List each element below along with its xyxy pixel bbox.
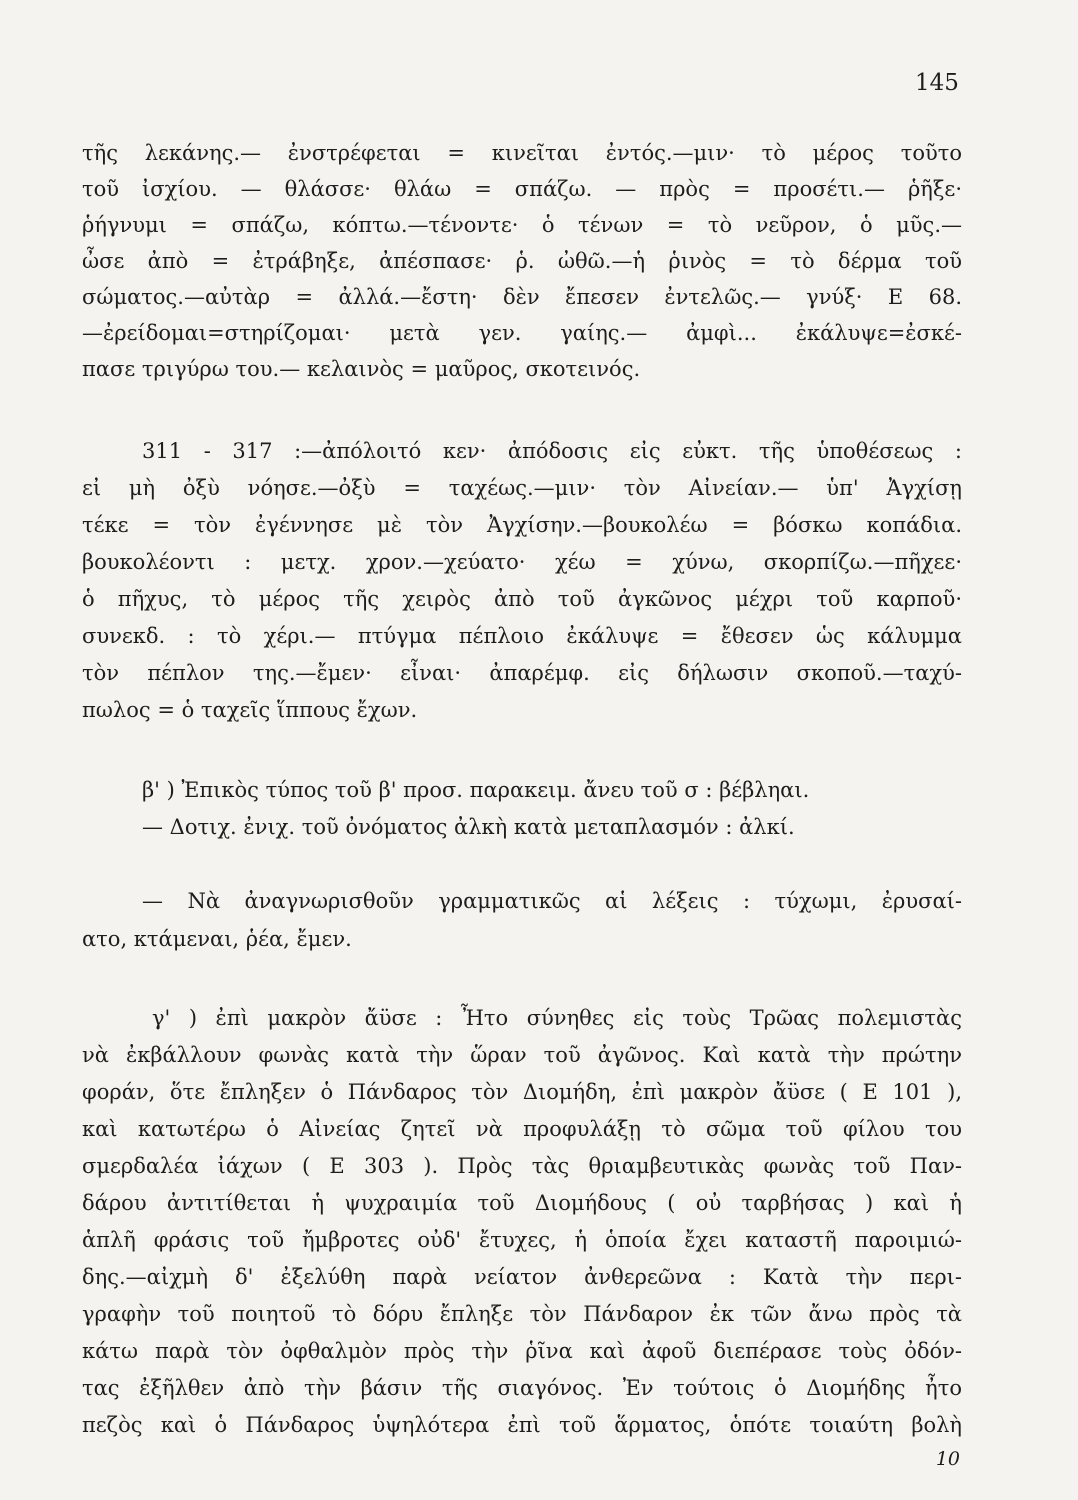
text-line: φοράν, ὅτε ἔπληξεν ὁ Πάνδαρος τὸν Διομήδη, ἐπὶ μακρὸν ἄϋσε ( Ε 101 ), — [82, 1080, 962, 1104]
text-line: πεζὸς καὶ ὁ Πάνδαρος ὑψηλότερα ἐπὶ τοῦ ἅρματος, ὁπότε τοιαύτη βολὴ — [82, 1413, 962, 1437]
text-line: — Δοτιχ. ἐνιχ. τοῦ ὀνόματος ἀλκὴ κατὰ μεταπλασμόν : ἀλκί. — [142, 815, 795, 839]
text-line: ῥήγνυμι = σπάζω, κόπτω.—τένοντε· ὁ τένων = τὸ νεῦρον, ὁ μῦς.— — [82, 213, 962, 237]
text-line: ὦσε ἀπὸ = ἐτράβηξε, ἀπέσπασε· ῥ. ὠθῶ.—ἡ ῥινὸς = τὸ δέρμα τοῦ — [82, 249, 962, 273]
text-line: εἰ μὴ ὀξὺ νόησε.—ὀξὺ = ταχέως.—μιν· τὸν Αἰνείαν.— ὑπ' Ἀγχίσῃ — [82, 476, 962, 500]
text-line: γ' ) ἐπὶ μακρὸν ἄϋσε : Ἦτο σύνηθες εἰς τοὺς Τρῶας πολεμιστὰς — [152, 1006, 962, 1030]
text-line: ατο, κτάμεναι, ῥέα, ἔμεν. — [82, 927, 352, 951]
text-line: β' ) Ἐπικὸς τύπος τοῦ β' προσ. παρακειμ. ἄνευ τοῦ σ : βέβληαι. — [142, 778, 810, 802]
text-line: βουκολέοντι : μετχ. χρον.—χεύατο· χέω = χύνω, σκορπίζω.—πῆχεε· — [82, 550, 962, 574]
text-line: 311 - 317 :—ἀπόλοιτό κεν· ἀπόδοσις εἰς εὐκτ. τῆς ὑποθέσεως : — [142, 439, 962, 463]
text-line: σώματος.—αὐτὰρ = ἀλλά.—ἔστη· δὲν ἔπεσεν ἐντελῶς.— γνύξ· Ε 68. — [82, 285, 962, 309]
text-line: τοῦ ἰσχίου. — θλάσσε· θλάω = σπάζω. — πρὸς = προσέτι.— ῥῆξε· — [82, 177, 962, 201]
text-line: δης.—αἰχμὴ δ' ἐξελύθη παρὰ νείατον ἀνθερεῶνα : Κατὰ τὴν περι- — [82, 1265, 962, 1289]
text-line: σμερδαλέα ἰάχων ( Ε 303 ). Πρὸς τὰς θριαμβευτικὰς φωνὰς τοῦ Παν- — [82, 1154, 962, 1178]
text-line: —ἐρείδομαι=στηρίζομαι· μετὰ γεν. γαίης.— ἀμφὶ... ἐκάλυψε=ἐσκέ- — [82, 321, 962, 345]
text-line: ἁπλῆ φράσις τοῦ ἤμβροτες οὐδ' ἔτυχες, ἡ ὁποία ἔχει καταστῆ παροιμιώ- — [82, 1228, 962, 1252]
text-line: καὶ κατωτέρω ὁ Αἰνείας ζητεῖ νὰ προφυλάξῃ τὸ σῶμα τοῦ φίλου του — [82, 1117, 962, 1141]
text-line: συνεκδ. : τὸ χέρι.— πτύγμα πέπλοιο ἐκάλυψε = ἔθεσεν ὡς κάλυμμα — [82, 624, 962, 648]
text-line: ὁ πῆχυς, τὸ μέρος τῆς χειρὸς ἀπὸ τοῦ ἀγκῶνος μέχρι τοῦ καρποῦ· — [82, 587, 962, 611]
text-line: γραφὴν τοῦ ποιητοῦ τὸ δόρυ ἔπληξε τὸν Πάνδαρον ἐκ τῶν ἄνω πρὸς τὰ — [82, 1302, 962, 1326]
text-line: τὸν πέπλον της.—ἔμεν· εἶναι· ἀπαρέμφ. εἰς δήλωσιν σκοποῦ.—ταχύ- — [82, 661, 962, 685]
text-line: νὰ ἐκβάλλουν φωνὰς κατὰ τὴν ὥραν τοῦ ἀγῶνος. Καὶ κατὰ τὴν πρώτην — [82, 1043, 962, 1067]
text-line: τας ἐξῆλθεν ἀπὸ τὴν βάσιν τῆς σιαγόνος. Ἐν τούτοις ὁ Διομήδης ἦτο — [82, 1376, 962, 1400]
text-line: πωλος = ὁ ταχεῖς ἵππους ἔχων. — [82, 698, 418, 722]
text-line: τέκε = τὸν ἐγέννησε μὲ τὸν Ἀγχίσην.—βουκολέω = βόσκω κοπάδια. — [82, 513, 962, 537]
page-number: 145 — [915, 70, 959, 96]
text-line: δάρου ἀντιτίθεται ἡ ψυχραιμία τοῦ Διομήδους ( οὐ ταρβήσας ) καὶ ἡ — [82, 1191, 962, 1215]
text-line: πασε τριγύρω του.— κελαινὸς = μαῦρος, σκοτεινός. — [82, 357, 641, 381]
text-line: κάτω παρὰ τὸν ὀφθαλμὸν πρὸς τὴν ῥῖνα καὶ ἀφοῦ διεπέρασε τοὺς ὀδόν- — [82, 1339, 962, 1363]
text-line: τῆς λεκάνης.— ἐνστρέφεται = κινεῖται ἐντός.—μιν· τὸ μέρος τοῦτο — [82, 141, 962, 165]
text-line: — Νὰ ἀναγνωρισθοῦν γραμματικῶς αἱ λέξεις : τύχωμι, ἐρυσαί- — [142, 889, 962, 913]
signature-mark: 10 — [935, 1448, 960, 1470]
